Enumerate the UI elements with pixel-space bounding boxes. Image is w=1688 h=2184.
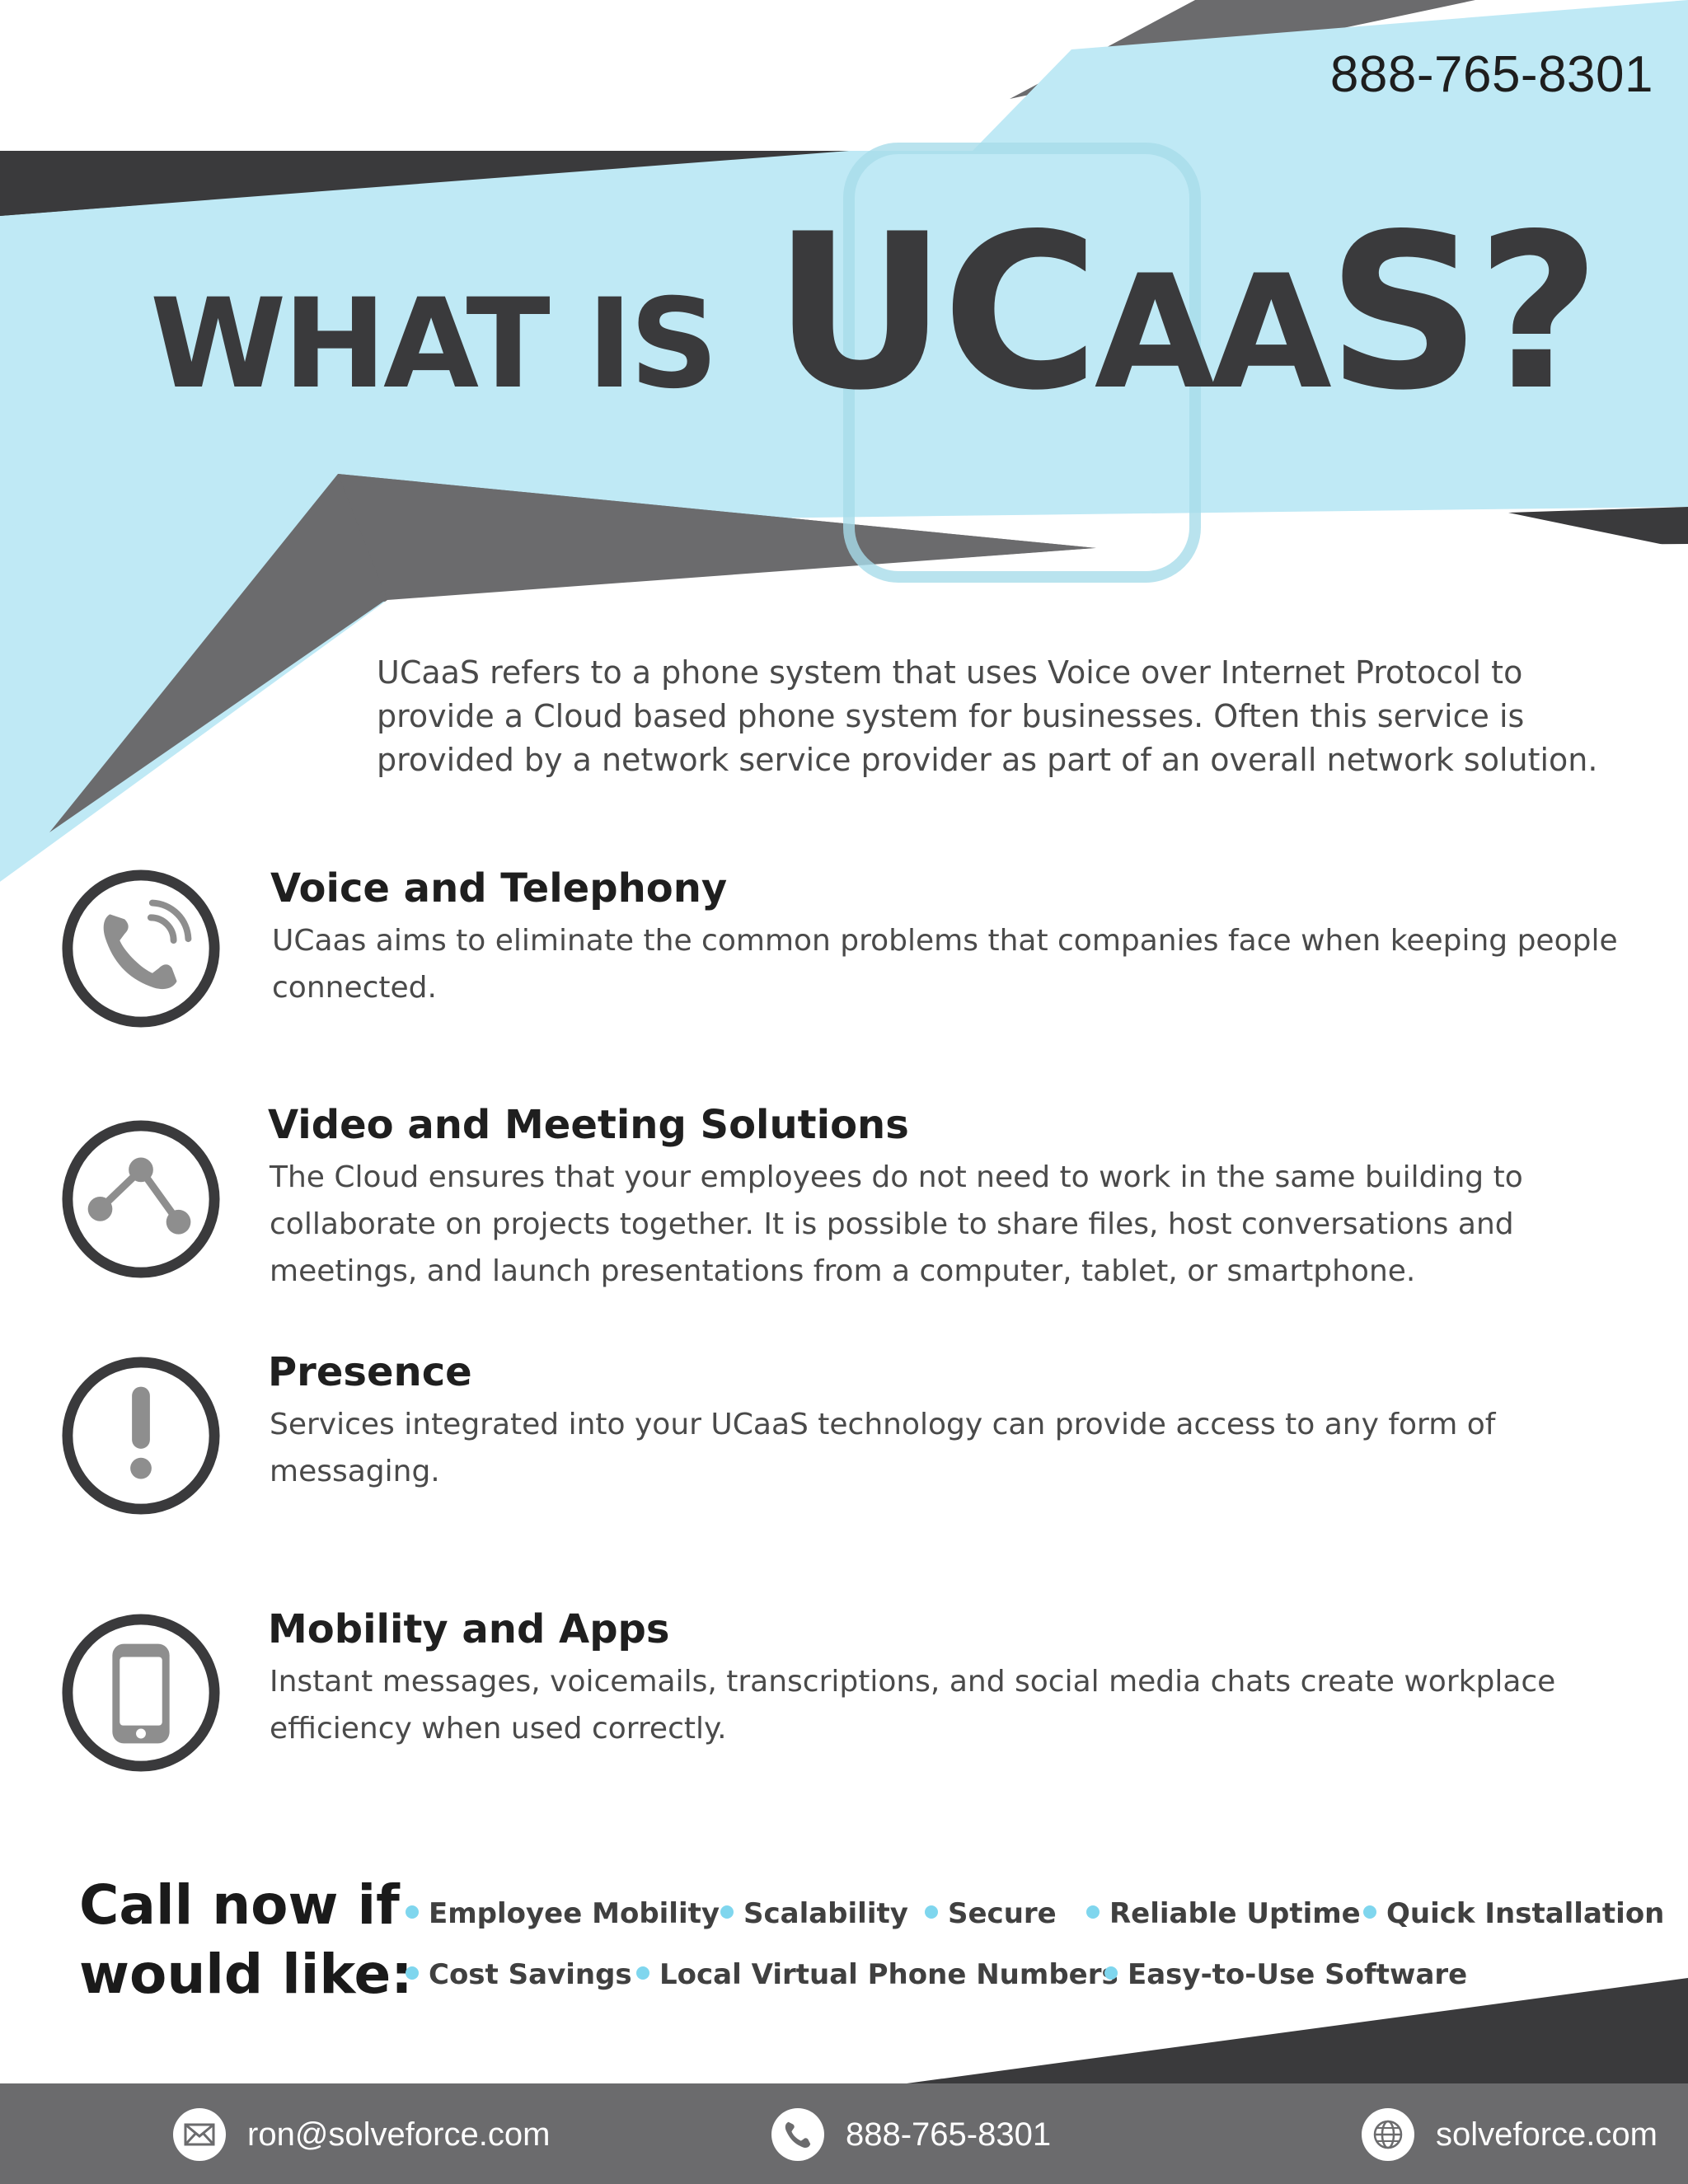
hero-title-aa: AA [1094, 241, 1327, 424]
cta-bullet: Cost Savings [406, 1958, 632, 1991]
hero-title [150, 189, 1596, 438]
header-phone-number[interactable]: 888-765-8301 [1329, 46, 1653, 103]
cta-heading-line1: Call now if [79, 1873, 400, 1937]
feature-description: Instant messages, voicemails, transcriptions, and social media chats create workplace efficiency when used correctly. [270, 1665, 1556, 1746]
cta-bullet: Secure [925, 1897, 1057, 1930]
hero-title-prefix: WHAT IS [150, 273, 715, 416]
mobile-icon [59, 1611, 223, 1774]
exclamation-icon [59, 1354, 223, 1517]
feature-title: Voice and Telephony [270, 865, 728, 912]
feature-title: Video and Meeting Solutions [268, 1102, 909, 1148]
footer-email[interactable] [173, 2108, 550, 2161]
footer-website[interactable] [1362, 2108, 1658, 2161]
cta-bullet: Quick Installation [1363, 1897, 1664, 1930]
footer-website-text[interactable]: solveforce.com [1436, 2116, 1658, 2153]
feature-title: Mobility and Apps [268, 1606, 670, 1652]
feature-description: UCaas aims to eliminate the common problems that companies face when keeping people connected. [272, 924, 1618, 1005]
footer-phone[interactable] [771, 2108, 1051, 2161]
envelope-icon [173, 2108, 226, 2161]
footer-phone-text[interactable]: 888-765-8301 [846, 2116, 1052, 2153]
phone-icon [771, 2108, 824, 2161]
intro-paragraph: UCaaS refers to a phone system that uses Voice over Internet Protocol to provide a Cloud based phone system for businesses. Often this service is provided by a network service provider as part of an overall network solution. [377, 654, 1598, 778]
cta-bullet: Easy-to-Use Software [1104, 1958, 1467, 1991]
cta-bullet: Employee Mobility [406, 1897, 720, 1930]
cta-heading-line2: would like: [79, 1943, 413, 2006]
feature-description: Services integrated into your UCaaS technology can provide access to any form of messaging. [270, 1408, 1496, 1488]
phone-icon [59, 867, 223, 1030]
footer-bar [0, 2083, 1688, 2184]
cta-bullet: Scalability [720, 1897, 908, 1930]
cta-bullet: Local Virtual Phone Numbers [636, 1958, 1118, 1991]
feature-description: The Cloud ensures that your employees do not need to work in the same building to collaborate on projects together. It is possible to share files, host conversations and meetings, and launch presentations from a computer, tablet, or smartphone. [270, 1160, 1523, 1288]
network-icon [59, 1118, 223, 1281]
cta-heading [79, 1871, 413, 2009]
hero-title-main [773, 189, 1596, 438]
feature-title: Presence [268, 1349, 472, 1395]
hero-title-uc: UC [772, 189, 1095, 438]
cta-bullet: Reliable Uptime [1086, 1897, 1361, 1930]
hero-title-end: S? [1326, 189, 1596, 438]
globe-icon [1362, 2108, 1414, 2161]
footer-email-text[interactable]: ron@solveforce.com [247, 2116, 551, 2153]
